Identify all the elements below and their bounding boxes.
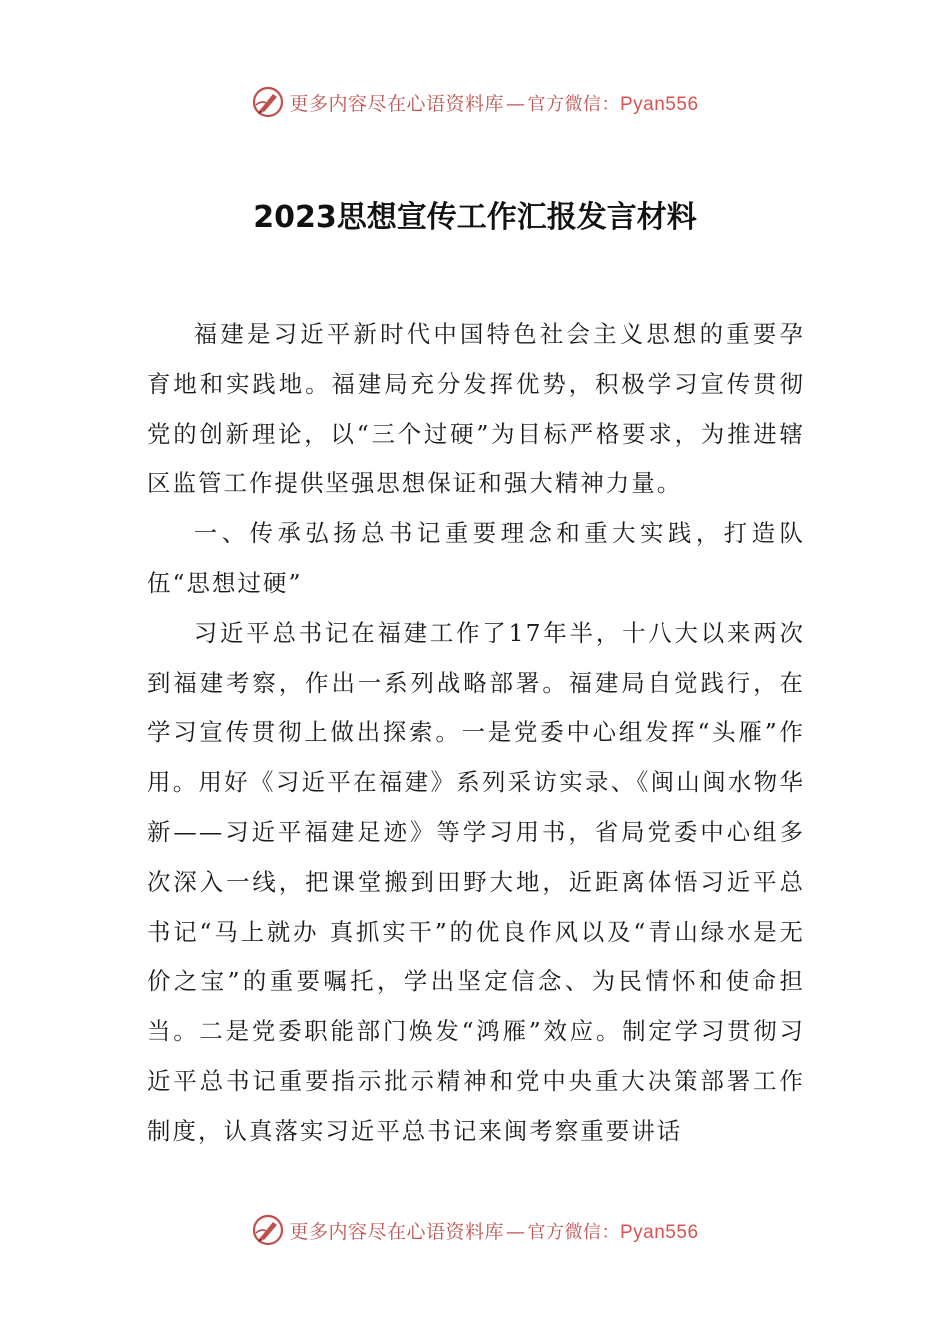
watermark-wechat-id: Pyan556: [620, 1221, 699, 1243]
document-body: [147, 310, 805, 1157]
section-heading-1: 一、传承弘扬总书记重要理念和重大实践，打造队伍“思想过硬”: [147, 519, 805, 597]
document-title: 2023思想宣传工作汇报发言材料: [253, 200, 697, 236]
pen-logo-icon: [251, 85, 285, 119]
pen-logo-icon: [251, 1213, 285, 1247]
footer-watermark: [0, 1210, 950, 1250]
paragraph-intro: 福建是习近平新时代中国特色社会主义思想的重要孕育地和实践地。福建局充分发挥优势，积极学习宣传贯彻党的创新理论，以“三个过硬”为目标严格要求，为推进辖区监管工作提供坚强思想保证和强大精神力量。: [147, 320, 805, 498]
watermark-separator: —: [506, 92, 526, 115]
watermark-text: [289, 1217, 698, 1244]
watermark-wechat-id: Pyan556: [620, 93, 699, 115]
watermark-label: 官方微信：: [527, 1221, 620, 1243]
watermark-label: 官方微信：: [527, 93, 620, 115]
header-watermark: [0, 82, 950, 122]
watermark-site-text: 更多内容尽在心语资料库: [289, 92, 504, 115]
watermark-text: [289, 89, 698, 116]
paragraph-section-1: 习近平总书记在福建工作了17年半，十八大以来两次到福建考察，作出一系列战略部署。福建局自觉践行，在学习宣传贯彻上做出探索。一是党委中心组发挥“头雁”作用。用好《习近平在福建》系列采访实录、《闽山闽水物华新——习近平福建足迹》等学习用书，省局党委中心组多次深入一线，把课堂搬到田野大地，近距离体悟习近平总书记“马上就办 真抓实干”的优良作风以及“青山绿水是无价之宝”的重要嘱托，学出坚定信念、为民情怀和使命担当。二是党委职能部门焕发“鸿雁”效应。制定学习贯彻习近平总书记重要指示批示精神和党中央重大决策部署工作制度，认真落实习近平总书记来闽考察重要讲话: [147, 618, 805, 1145]
watermark-separator: —: [506, 1220, 526, 1243]
watermark-site-text: 更多内容尽在心语资料库: [289, 1220, 504, 1243]
